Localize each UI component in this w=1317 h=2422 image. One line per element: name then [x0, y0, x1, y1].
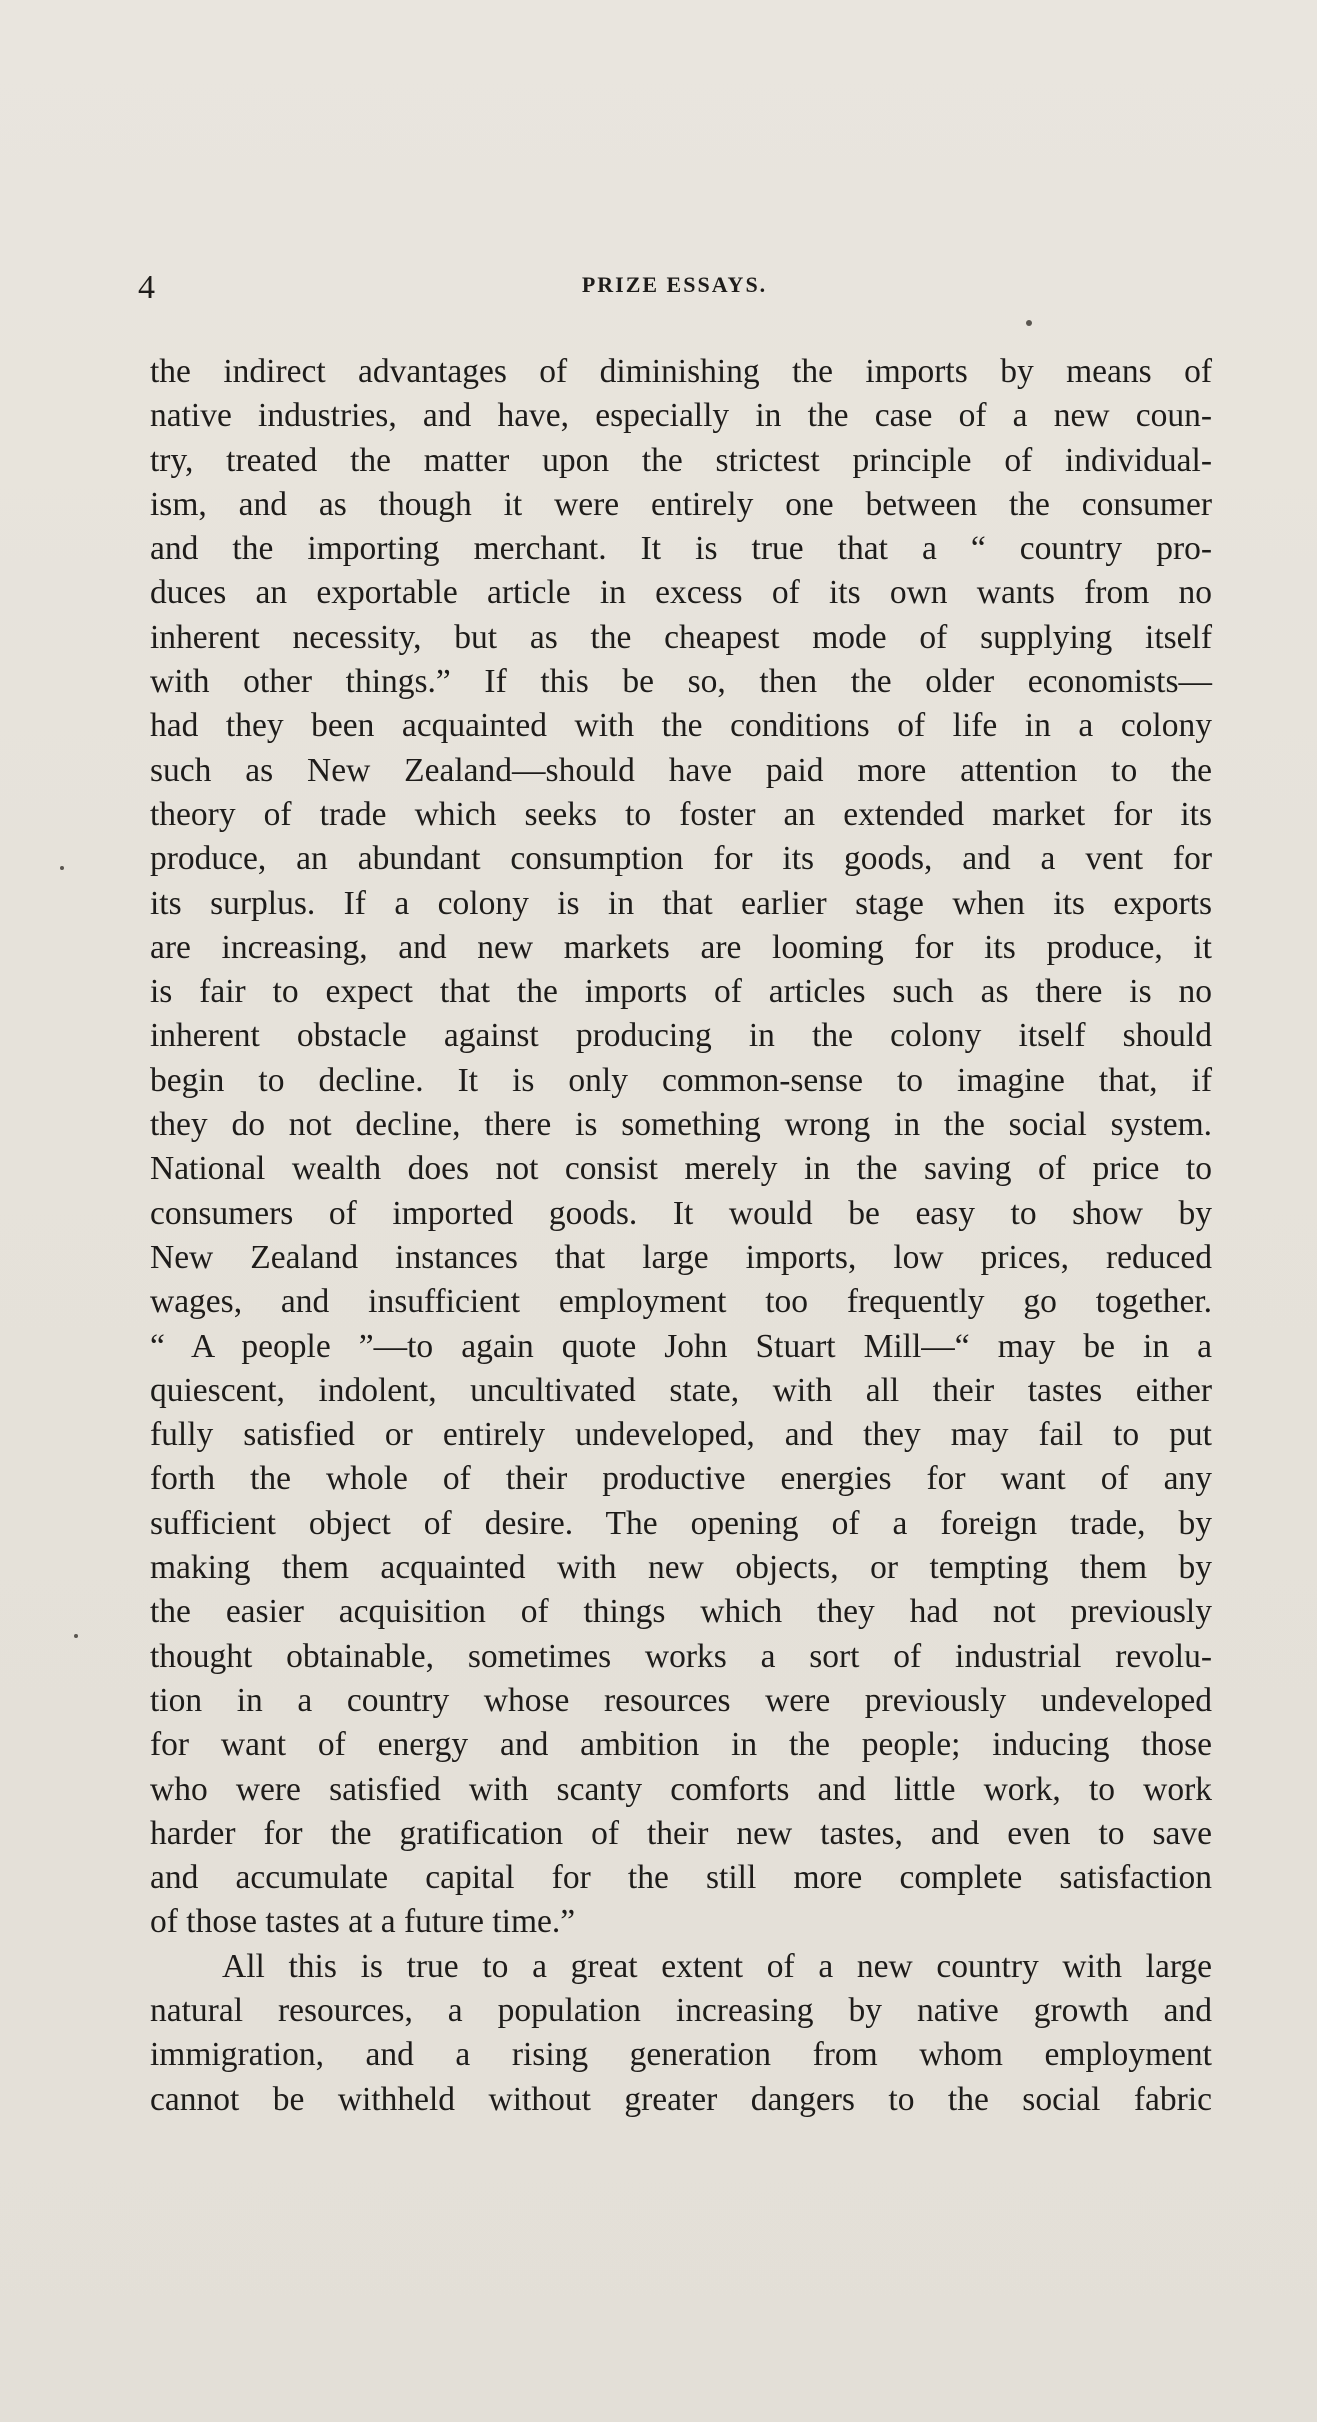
print-speck	[60, 866, 64, 870]
page-number: 4	[138, 269, 155, 306]
paragraph-end-line: of those tastes at a future time.”	[150, 1903, 576, 1941]
text-line: consumers of imported goods. It would be easy to show by	[150, 1194, 1212, 1232]
text-line: wages, and insufficient employment too frequently go together.	[150, 1283, 1212, 1321]
text-line: ism, and as though it were entirely one between the consumer	[150, 485, 1212, 523]
text-line: such as New Zealand—should have paid more attention to the	[150, 751, 1212, 789]
text-line: the easier acquisition of things which they had not previously	[150, 1593, 1212, 1631]
text-line: immigration, and a rising generation from whom employment	[150, 2036, 1212, 2074]
text-line: fully satisfied or entirely undeveloped, and they may fail to put	[150, 1416, 1212, 1454]
text-line: try, treated the matter upon the strictest principle of individual-	[150, 441, 1212, 479]
text-line: National wealth does not consist merely in the saving of price to	[150, 1150, 1212, 1188]
text-line: its surplus. If a colony is in that earlier stage when its exports	[150, 884, 1212, 922]
text-line: inherent necessity, but as the cheapest mode of supplying itself	[150, 618, 1212, 656]
text-line: theory of trade which seeks to foster an extended market for its	[150, 795, 1212, 833]
text-line: native industries, and have, especially in the case of a new coun-	[150, 397, 1212, 435]
text-line: who were satisfied with scanty comforts and little work, to work	[150, 1770, 1212, 1808]
running-head	[138, 268, 1211, 308]
text-line: cannot be withheld without greater dangers to the social fabric	[150, 2080, 1212, 2118]
text-line: New Zealand instances that large imports, low prices, reduced	[150, 1238, 1212, 1276]
text-line: produce, an abundant consumption for its goods, and a vent for	[150, 840, 1212, 878]
text-line: begin to decline. It is only common-sense to imagine that, if	[150, 1061, 1212, 1099]
text-line: quiescent, indolent, uncultivated state, with all their tastes either	[150, 1371, 1212, 1409]
paragraph-start-line: All this is true to a great extent of a new country with large	[222, 1947, 1212, 1985]
body-text	[150, 350, 1212, 2122]
text-line: natural resources, a population increasing by native growth and	[150, 1991, 1212, 2029]
text-line: inherent obstacle against producing in the colony itself should	[150, 1017, 1212, 1055]
text-line: for want of energy and ambition in the people; inducing those	[150, 1726, 1212, 1764]
text-line: tion in a country whose resources were previously undeveloped	[150, 1681, 1212, 1719]
text-line: duces an exportable article in excess of its own wants from no	[150, 574, 1212, 612]
text-line: had they been acquainted with the conditions of life in a colony	[150, 707, 1212, 745]
running-title: PRIZE ESSAYS.	[581, 272, 768, 297]
text-line: is fair to expect that the imports of articles such as there is no	[150, 973, 1212, 1011]
text-line: are increasing, and new markets are looming for its produce, it	[150, 928, 1212, 966]
text-line: thought obtainable, sometimes works a sort of industrial revolu-	[150, 1637, 1212, 1675]
print-speck	[1026, 320, 1032, 326]
print-speck	[74, 1634, 78, 1638]
text-line: sufficient object of desire. The opening of a foreign trade, by	[150, 1504, 1212, 1542]
text-line: with other things.” If this be so, then the older economists—	[150, 663, 1212, 701]
text-line: the indirect advantages of diminishing the imports by means of	[150, 353, 1212, 390]
text-line: harder for the gratification of their new tastes, and even to save	[150, 1814, 1212, 1852]
text-line: they do not decline, there is something wrong in the social system.	[150, 1106, 1212, 1144]
text-line: making them acquainted with new objects, or tempting them by	[150, 1549, 1212, 1587]
text-line: and the importing merchant. It is true that a “ country pro-	[150, 530, 1212, 568]
text-line: forth the whole of their productive energies for want of any	[150, 1460, 1212, 1498]
text-line: and accumulate capital for the still more complete satisfaction	[150, 1859, 1212, 1897]
text-line: “ A people ”—to again quote John Stuart Mill—“ may be in a	[150, 1327, 1212, 1365]
